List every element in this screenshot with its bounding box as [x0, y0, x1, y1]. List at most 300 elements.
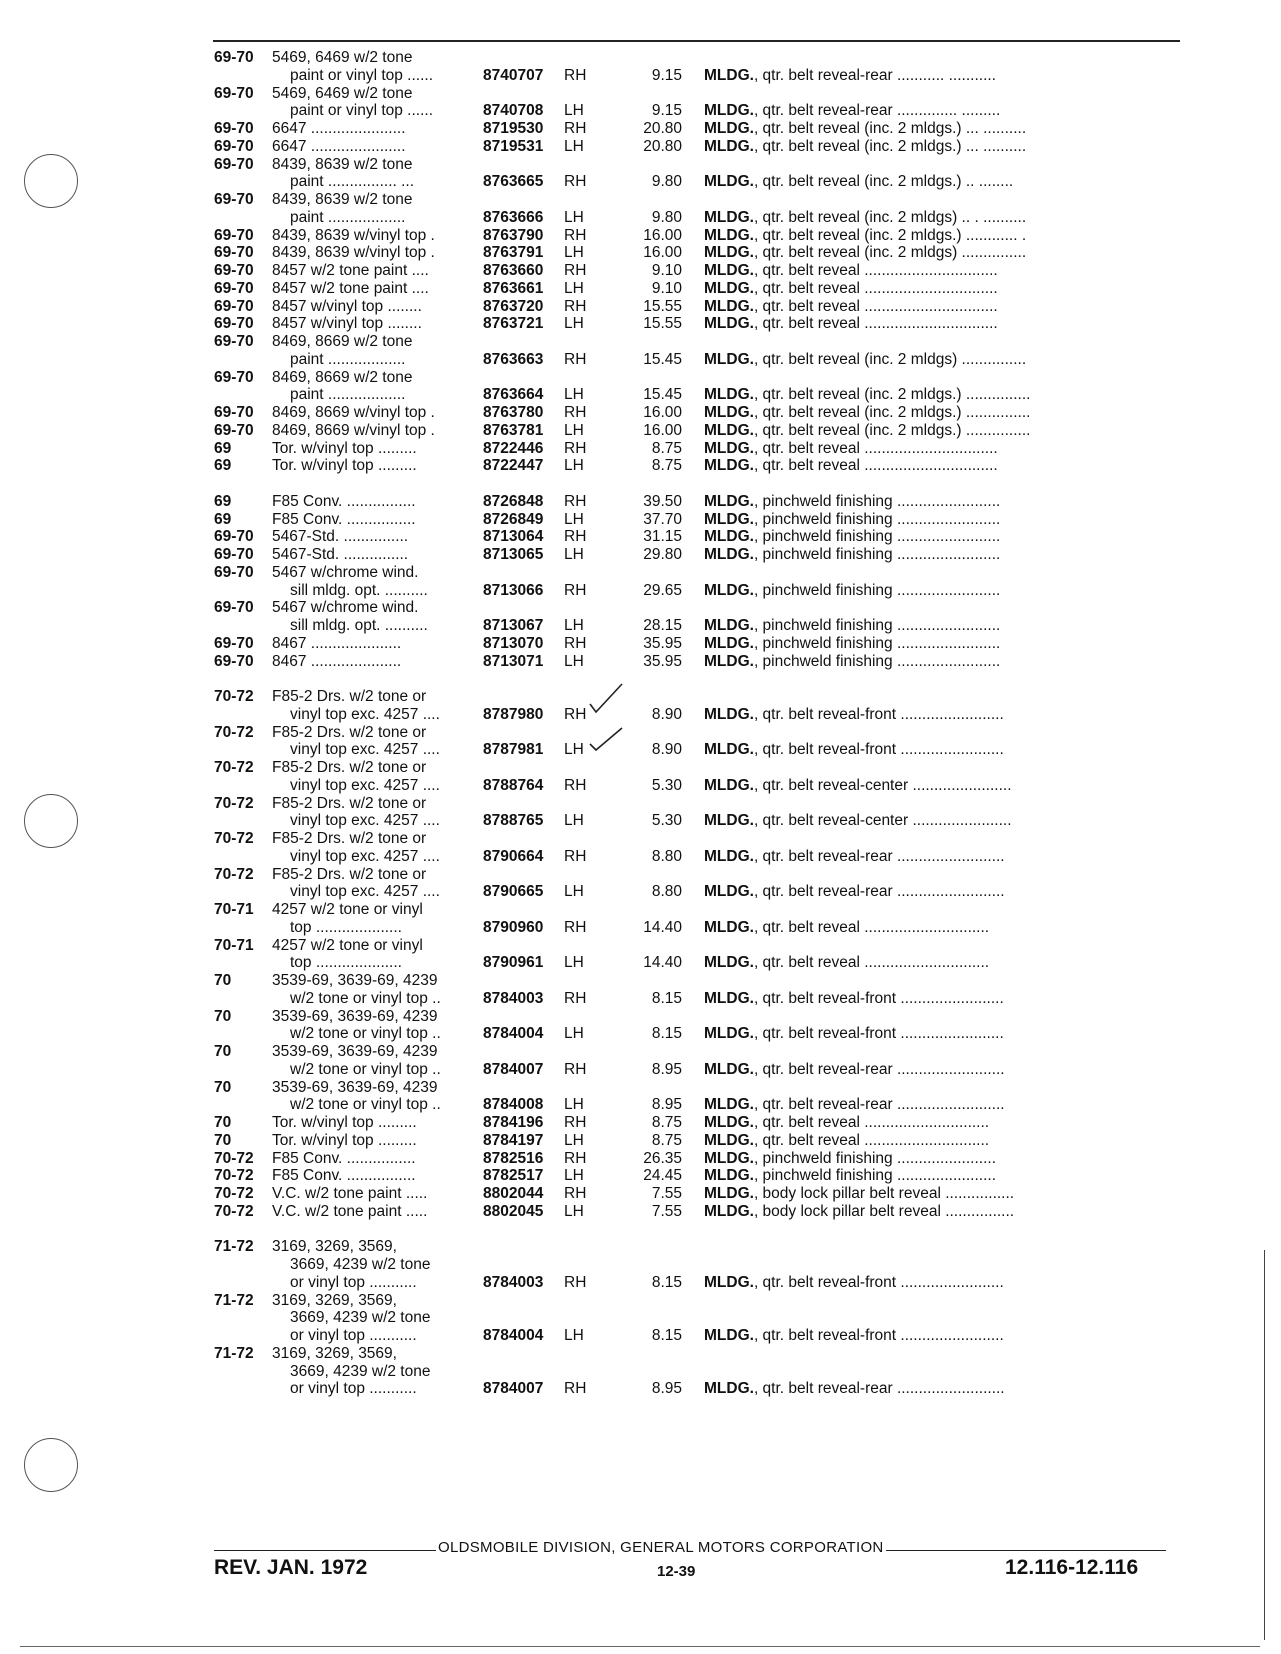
part-name [704, 403, 1030, 422]
model-description: or vinyl top ........... [290, 1380, 417, 1398]
part-entry-continuation [0, 847, 1281, 866]
part-price: 8.80 [651, 847, 682, 865]
part-name-prefix: MLDG. [704, 546, 754, 563]
part-name-detail: , qtr. belt reveal-front ........................ [753, 1327, 1004, 1344]
model-year: 69-70 [214, 191, 254, 208]
part-entry-continuation [0, 1060, 1281, 1079]
part-name-prefix: MLDG. [704, 1273, 754, 1291]
part-name-prefix: MLDG. [704, 989, 754, 1007]
part-entry-continuation [0, 350, 1281, 369]
model-year: 69-70 [214, 563, 254, 581]
part-name [704, 510, 1000, 529]
part-name [704, 1379, 1005, 1398]
part-name [704, 421, 1030, 440]
part-name-detail: , qtr. belt reveal ............................. [753, 954, 990, 972]
part-name [704, 811, 1012, 830]
side-indicator: LH [564, 315, 584, 333]
model-year: 69 [214, 510, 232, 528]
checkmark-icon [586, 682, 624, 716]
model-description: top .................... [290, 954, 402, 972]
model-description: 3169, 3269, 3569, [272, 1344, 397, 1362]
part-name-prefix: MLDG. [704, 847, 754, 865]
side-indicator: RH [564, 918, 587, 936]
part-name-prefix: MLDG. [704, 1327, 754, 1344]
part-entry [0, 829, 1281, 848]
part-entry [0, 137, 1281, 156]
part-number: 8784197 [483, 1131, 544, 1149]
part-price: 8.15 [651, 1327, 682, 1344]
part-number: 8782517 [483, 1167, 544, 1185]
part-name-detail: , pinchweld finishing ....................... [753, 1149, 997, 1167]
model-description: vinyl top exc. 4257 .... [290, 883, 440, 901]
part-entry-continuation [0, 918, 1281, 937]
part-name [704, 1024, 1004, 1043]
part-name [704, 1202, 1014, 1221]
part-name [704, 527, 1000, 546]
part-name-prefix: MLDG. [704, 1025, 754, 1043]
part-name [704, 279, 998, 298]
model-description: F85-2 Drs. w/2 tone or [272, 723, 427, 741]
part-price: 15.45 [643, 350, 682, 368]
part-name-detail: , qtr. belt reveal-rear ......................... [753, 1380, 1005, 1398]
part-number: 8802044 [483, 1185, 544, 1202]
model-description: vinyl top exc. 4257 .... [290, 812, 440, 830]
side-indicator: RH [564, 492, 587, 510]
part-entry [0, 368, 1281, 387]
part-number: 8713070 [483, 634, 544, 652]
part-number: 8740707 [483, 66, 544, 84]
part-price: 16.00 [643, 421, 682, 439]
part-name-detail: , qtr. belt reveal (inc. 2 mldgs) ............... [753, 244, 1027, 262]
part-price: 8.75 [651, 1131, 682, 1149]
model-description: 8467 ..................... [272, 634, 402, 652]
part-name-detail: , qtr. belt reveal-front ........................ [753, 1025, 1004, 1043]
part-name-detail: , qtr. belt reveal (inc. 2 mldgs) ............... [753, 350, 1027, 368]
model-year: 70-72 [214, 688, 254, 705]
part-name-prefix: MLDG. [704, 66, 754, 84]
page-number: 12-39 [657, 1563, 696, 1580]
part-name [704, 1149, 996, 1168]
part-number: 8726848 [483, 492, 544, 510]
part-name-prefix: MLDG. [704, 457, 754, 475]
part-entry [0, 563, 1281, 582]
side-indicator: RH [564, 1149, 587, 1167]
part-name-prefix: MLDG. [704, 226, 754, 244]
page-edge [1264, 1250, 1265, 1640]
part-name-detail: , qtr. belt reveal-rear .............. ......... [753, 102, 1001, 120]
part-entry [0, 1184, 1281, 1203]
part-price: 8.95 [651, 1380, 682, 1398]
part-name-detail: , qtr. belt reveal-rear ......................... [753, 1096, 1005, 1114]
model-year: 70 [214, 1131, 232, 1149]
model-description: Tor. w/vinyl top ......... [272, 1131, 417, 1149]
part-name-prefix: MLDG. [704, 528, 754, 546]
model-year: 70-72 [214, 1167, 254, 1185]
part-name-detail: , pinchweld finishing ........................ [753, 634, 1001, 652]
model-year: 70-72 [214, 1202, 254, 1220]
part-name-detail: , qtr. belt reveal-rear ........... ........... [753, 66, 996, 84]
part-name-detail: , qtr. belt reveal ............................. [753, 1114, 990, 1131]
part-price: 9.10 [651, 279, 682, 297]
part-name-prefix: MLDG. [704, 1114, 754, 1131]
side-indicator: RH [564, 1185, 587, 1202]
part-name-prefix: MLDG. [704, 1149, 754, 1167]
part-number: 8763660 [483, 262, 544, 279]
part-price: 9.15 [651, 66, 682, 84]
part-name [704, 66, 996, 85]
model-description: 3669, 4239 w/2 tone [290, 1362, 431, 1380]
part-name [704, 1060, 1005, 1079]
part-name-prefix: MLDG. [704, 705, 754, 723]
part-name-detail: , pinchweld finishing ........................ [753, 652, 1001, 670]
part-number: 8719530 [483, 120, 544, 137]
part-name-detail: , pinchweld finishing ........................ [753, 510, 1001, 528]
side-indicator: RH [564, 989, 587, 1007]
side-indicator: LH [564, 244, 584, 262]
part-name-prefix: MLDG. [704, 421, 754, 439]
part-number: 8763721 [483, 315, 544, 333]
part-price: 7.55 [651, 1185, 682, 1202]
part-number: 8713071 [483, 652, 544, 670]
model-description: or vinyl top ........... [290, 1273, 417, 1291]
model-description: 3539-69, 3639-69, 4239 [272, 1043, 438, 1060]
part-number: 8790960 [483, 918, 544, 936]
part-entry [0, 190, 1281, 209]
part-entry [0, 794, 1281, 813]
model-year: 69-70 [214, 262, 254, 279]
model-year: 69-70 [214, 226, 254, 244]
part-entry [0, 687, 1281, 706]
part-price: 35.95 [643, 652, 682, 670]
part-entry [0, 243, 1281, 262]
model-description: 5467 w/chrome wind. [272, 599, 419, 617]
part-entry [0, 723, 1281, 742]
part-name [704, 101, 1000, 120]
part-entry [0, 510, 1281, 529]
model-year: 69 [214, 439, 232, 457]
part-name-prefix: MLDG. [704, 883, 754, 901]
part-number: 8790665 [483, 883, 544, 901]
part-price: 8.95 [651, 1096, 682, 1114]
model-description: paint or vinyl top ...... [290, 66, 434, 84]
model-description: 8439, 8639 w/vinyl top . [272, 226, 435, 244]
part-entry [0, 971, 1281, 990]
part-price: 28.15 [643, 617, 682, 634]
model-year: 70-72 [214, 1185, 254, 1202]
model-description: 8469, 8669 w/2 tone [272, 368, 413, 386]
side-indicator: LH [564, 137, 584, 155]
side-indicator: LH [564, 510, 584, 528]
part-name [704, 172, 1013, 191]
part-name [704, 226, 1026, 245]
part-name-detail: , qtr. belt reveal ............................... [753, 439, 998, 457]
model-description: 8469, 8669 w/vinyl top . [272, 404, 435, 421]
part-number: 8763666 [483, 208, 544, 226]
part-number: 8782516 [483, 1149, 544, 1167]
part-name-prefix: MLDG. [704, 776, 754, 794]
part-entry [0, 865, 1281, 884]
side-indicator: LH [564, 546, 584, 563]
model-description: 4257 w/2 tone or vinyl [272, 901, 423, 918]
model-year: 69-70 [214, 368, 254, 386]
part-number: 8713067 [483, 617, 544, 634]
side-indicator: RH [564, 847, 587, 865]
model-description: F85-2 Drs. w/2 tone or [272, 688, 427, 705]
model-description: vinyl top exc. 4257 .... [290, 741, 440, 759]
part-entry [0, 1237, 1281, 1256]
part-entry [0, 1291, 1281, 1310]
model-description: 3539-69, 3639-69, 4239 [272, 972, 438, 989]
part-number: 8722446 [483, 439, 544, 457]
part-name [704, 1095, 1005, 1114]
part-name-detail: , qtr. belt reveal ............................... [753, 315, 998, 333]
part-entry-continuation [0, 1273, 1281, 1292]
side-indicator: LH [564, 1131, 584, 1149]
part-name-prefix: MLDG. [704, 741, 754, 759]
model-year: 69 [214, 492, 232, 510]
part-name [704, 847, 1005, 866]
part-name [704, 652, 1000, 671]
model-year: 70 [214, 1007, 232, 1025]
side-indicator: RH [564, 705, 587, 723]
model-description: Tor. w/vinyl top ......... [272, 1114, 417, 1131]
part-number: 8763663 [483, 350, 544, 368]
part-entry-continuation [0, 66, 1281, 85]
model-description: F85-2 Drs. w/2 tone or [272, 830, 427, 847]
model-year: 69-70 [214, 49, 254, 66]
model-year: 69-70 [214, 652, 254, 670]
model-year: 69-70 [214, 421, 254, 439]
side-indicator: RH [564, 581, 587, 599]
part-name-prefix: MLDG. [704, 120, 754, 137]
part-name-prefix: MLDG. [704, 1131, 754, 1149]
part-entry [0, 758, 1281, 777]
model-description: paint .................. [290, 386, 406, 404]
model-description: 8439, 8639 w/2 tone [272, 191, 413, 208]
side-indicator: LH [564, 1202, 584, 1220]
part-name-prefix: MLDG. [704, 1202, 754, 1220]
part-name [704, 918, 989, 937]
part-price: 24.45 [643, 1167, 682, 1185]
part-number: 8784003 [483, 1273, 544, 1291]
model-year: 70 [214, 1114, 232, 1131]
part-price: 20.80 [643, 120, 682, 137]
part-number: 8790664 [483, 847, 544, 865]
part-name [704, 634, 1000, 653]
part-number: 8713065 [483, 546, 544, 563]
model-description: F85-2 Drs. w/2 tone or [272, 865, 427, 883]
side-indicator: RH [564, 120, 587, 137]
part-entry [0, 652, 1281, 671]
part-name-detail: , qtr. belt reveal (inc. 2 mldgs) .. . .......... [753, 208, 1027, 226]
model-year: 70 [214, 1078, 232, 1096]
part-number: 8763781 [483, 421, 544, 439]
part-price: 8.95 [651, 1060, 682, 1078]
part-entry [0, 545, 1281, 564]
part-price: 31.15 [643, 528, 682, 546]
part-number: 8722447 [483, 457, 544, 475]
part-name [704, 439, 998, 458]
part-name [704, 1273, 1004, 1292]
part-name-detail: , qtr. belt reveal (inc. 2 mldgs.) ............... [753, 404, 1031, 421]
part-name-prefix: MLDG. [704, 918, 754, 936]
part-entry [0, 119, 1281, 138]
part-name-detail: , body lock pillar belt reveal ................ [753, 1202, 1015, 1220]
part-name-detail: , qtr. belt reveal-front ........................ [753, 1273, 1004, 1291]
model-year: 69-70 [214, 546, 254, 563]
part-number: 8802045 [483, 1202, 544, 1220]
model-description: w/2 tone or vinyl top .. [290, 1060, 441, 1078]
part-name-detail: , qtr. belt reveal (inc. 2 mldgs.) ............ . [753, 226, 1027, 244]
part-name-detail: , qtr. belt reveal (inc. 2 mldgs.) .. ........ [753, 173, 1014, 191]
part-number: 8763664 [483, 386, 544, 404]
part-number: 8740708 [483, 102, 544, 120]
part-price: 8.90 [651, 741, 682, 759]
model-description: paint .................. [290, 350, 406, 368]
part-name-prefix: MLDG. [704, 812, 754, 830]
part-entry [0, 1131, 1281, 1150]
part-name-detail: , pinchweld finishing ........................ [753, 528, 1001, 546]
model-year: 69-70 [214, 315, 254, 333]
side-indicator: RH [564, 404, 587, 421]
model-year: 69-70 [214, 599, 254, 617]
part-name-detail: , body lock pillar belt reveal ................ [753, 1185, 1015, 1202]
side-indicator: RH [564, 350, 587, 368]
model-description: 8469, 8669 w/vinyl top . [272, 421, 435, 439]
side-indicator: LH [564, 741, 584, 759]
part-price: 16.00 [643, 244, 682, 262]
part-entry [0, 1166, 1281, 1185]
side-indicator: RH [564, 528, 587, 546]
part-number: 8790961 [483, 954, 544, 972]
side-indicator: RH [564, 1380, 587, 1398]
model-year: 70-72 [214, 723, 254, 741]
model-description: vinyl top exc. 4257 .... [290, 847, 440, 865]
part-name-prefix: MLDG. [704, 634, 754, 652]
part-entry [0, 634, 1281, 653]
model-description: 8457 w/vinyl top ........ [272, 297, 422, 315]
part-name [704, 137, 1026, 156]
part-price: 15.55 [643, 315, 682, 333]
part-price: 29.80 [643, 546, 682, 563]
model-description: Tor. w/vinyl top ......... [272, 439, 417, 457]
part-entry [0, 936, 1281, 955]
side-indicator: LH [564, 1327, 584, 1344]
side-indicator: RH [564, 776, 587, 794]
part-entry [0, 48, 1281, 67]
side-indicator: LH [564, 652, 584, 670]
part-entry [0, 84, 1281, 103]
part-entry-continuation [0, 882, 1281, 901]
model-description: Tor. w/vinyl top ......... [272, 457, 417, 475]
part-entry-continuation [0, 1024, 1281, 1043]
part-name-prefix: MLDG. [704, 386, 754, 404]
model-year: 70-72 [214, 865, 254, 883]
part-entry [0, 279, 1281, 298]
part-name-detail: , qtr. belt reveal ............................... [753, 457, 998, 475]
part-name-detail: , qtr. belt reveal-front ........................ [753, 705, 1004, 723]
part-price: 8.75 [651, 1114, 682, 1131]
model-description: 4257 w/2 tone or vinyl [272, 936, 423, 954]
model-description: 5469, 6469 w/2 tone [272, 84, 413, 102]
model-description: 3169, 3269, 3569, [272, 1291, 397, 1309]
model-description: F85-2 Drs. w/2 tone or [272, 759, 427, 776]
part-name [704, 1184, 1014, 1203]
model-description: sill mldg. opt. .......... [290, 581, 428, 599]
part-name-prefix: MLDG. [704, 173, 754, 191]
part-name [704, 581, 1000, 600]
part-name-prefix: MLDG. [704, 581, 754, 599]
part-price: 9.15 [651, 102, 682, 120]
part-price: 39.50 [643, 492, 682, 510]
side-indicator: LH [564, 279, 584, 297]
part-entry-continuation [0, 1326, 1281, 1345]
side-indicator: RH [564, 439, 587, 457]
model-description: 8457 w/vinyl top ........ [272, 315, 422, 333]
model-year: 71-72 [214, 1291, 254, 1309]
part-name-prefix: MLDG. [704, 492, 754, 510]
model-description: vinyl top exc. 4257 .... [290, 705, 440, 723]
part-entry [0, 598, 1281, 617]
part-number: 8787980 [483, 705, 544, 723]
model-year: 70-71 [214, 936, 254, 954]
part-entry-continuation [0, 581, 1281, 600]
part-name [704, 989, 1004, 1008]
part-name [704, 119, 1026, 138]
part-name [704, 1113, 989, 1132]
part-name-detail: , pinchweld finishing ....................... [753, 1167, 997, 1185]
side-indicator: RH [564, 1273, 587, 1291]
part-name-detail: , pinchweld finishing ........................ [753, 546, 1001, 563]
model-year: 70 [214, 1043, 232, 1060]
part-name-detail: , pinchweld finishing ........................ [753, 617, 1001, 634]
model-description: vinyl top exc. 4257 .... [290, 776, 440, 794]
part-entry [0, 1042, 1281, 1061]
part-name [704, 616, 1000, 635]
part-entry [0, 421, 1281, 440]
model-year: 70-71 [214, 901, 254, 918]
part-name [704, 705, 1004, 724]
part-name-prefix: MLDG. [704, 1096, 754, 1114]
side-indicator: LH [564, 208, 584, 226]
part-name-detail: , qtr. belt reveal (inc. 2 mldgs.) ............... [753, 421, 1031, 439]
model-description: 5467-Std. ............... [272, 528, 409, 546]
part-name-prefix: MLDG. [704, 510, 754, 528]
part-price: 35.95 [643, 634, 682, 652]
model-year: 69-70 [214, 634, 254, 652]
side-indicator: RH [564, 1060, 587, 1078]
part-name-prefix: MLDG. [704, 439, 754, 457]
model-description: 8439, 8639 w/vinyl top . [272, 244, 435, 262]
part-name [704, 545, 1000, 564]
part-number: 8788765 [483, 812, 544, 830]
part-name [704, 776, 1012, 795]
model-description: 5467-Std. ............... [272, 546, 409, 563]
part-number: 8763720 [483, 297, 544, 315]
side-indicator: RH [564, 173, 587, 191]
part-name-detail: , qtr. belt reveal-rear ......................... [753, 847, 1005, 865]
side-indicator: RH [564, 634, 587, 652]
part-price: 26.35 [643, 1149, 682, 1167]
part-entry [0, 492, 1281, 511]
part-name [704, 243, 1026, 262]
side-indicator: RH [564, 1114, 587, 1131]
part-price: 8.15 [651, 989, 682, 1007]
part-name-prefix: MLDG. [704, 1060, 754, 1078]
part-name [704, 314, 998, 333]
part-entry-continuation [0, 208, 1281, 227]
model-year: 70-72 [214, 759, 254, 776]
